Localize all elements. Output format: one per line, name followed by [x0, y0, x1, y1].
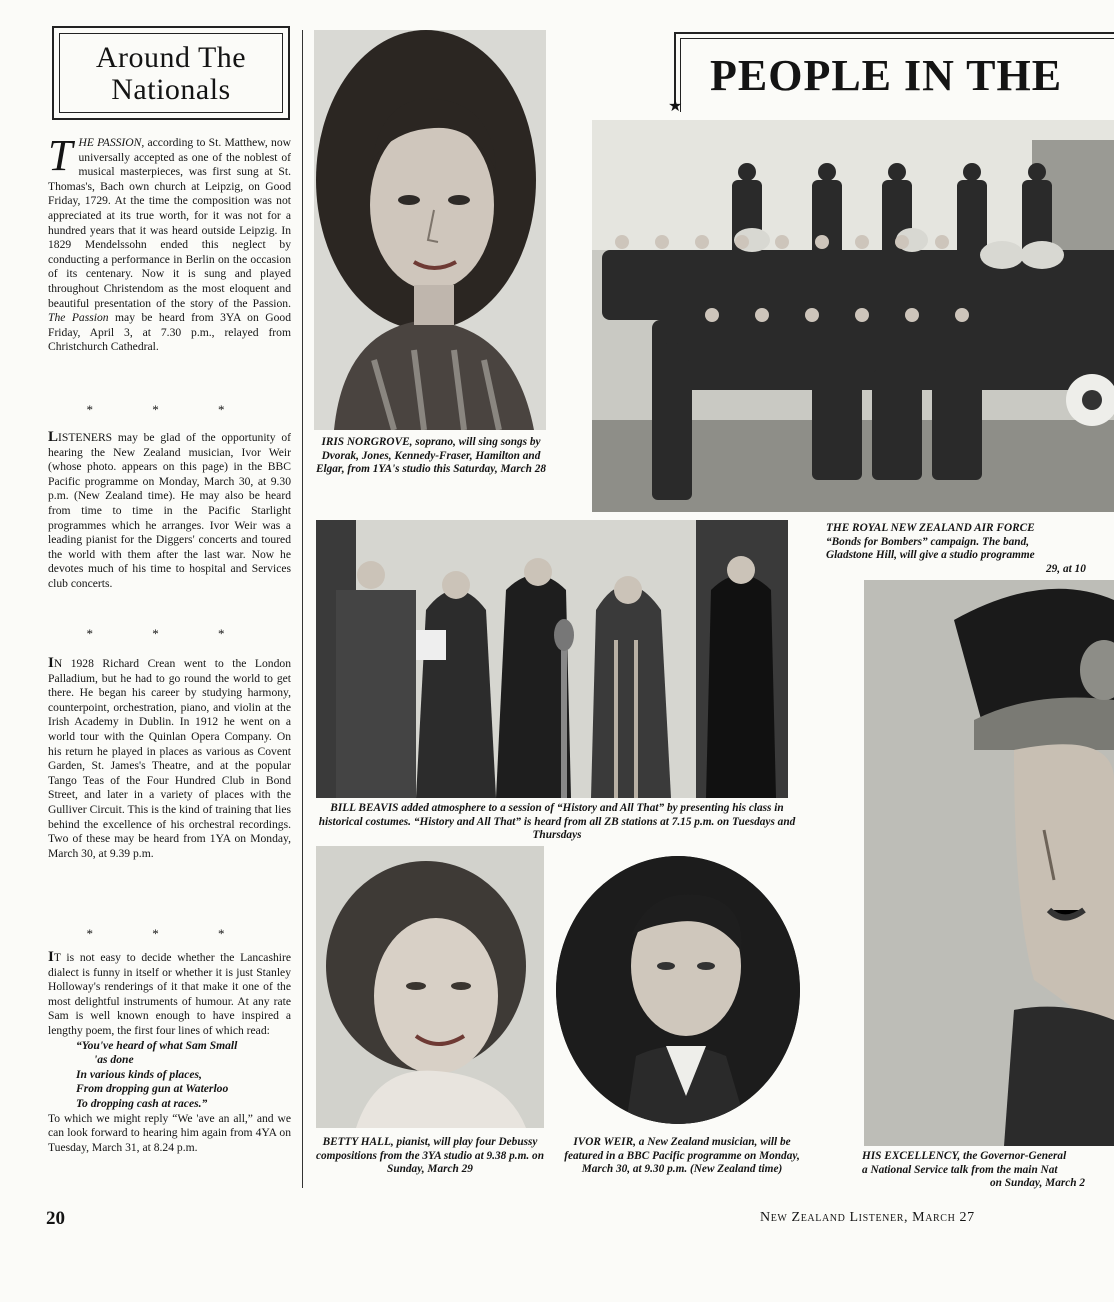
caption-lead: IVOR WEIR, — [573, 1136, 636, 1148]
poem-line: From dropping gun at Waterloo — [76, 1082, 229, 1096]
section-separator: * * * — [86, 626, 253, 641]
photo-governor-general — [864, 580, 1114, 1146]
photo-bill-beavis-class — [316, 520, 788, 798]
caption-line: on Sunday, March 2 — [990, 1177, 1086, 1190]
caption-bill-beavis — [312, 802, 802, 843]
caption-lead: BETTY HALL, — [322, 1136, 394, 1148]
article-italic: The Passion — [48, 311, 109, 325]
column-divider — [302, 30, 303, 1188]
poem-line: “You've heard of what Sam Small — [76, 1038, 238, 1052]
caption-text: soprano, will sing songs by Dvorak, Jones, Kennedy-Fraser, Hamilton and Elgar, from 1YA's studio this Saturday, March 28 — [315, 436, 547, 476]
article-text-tail: may be heard from 3YA on Good Friday, April 3, at 7.30 p.m., relayed from Christchurch Cathedral. — [48, 311, 291, 354]
page-title: PEOPLE IN THE — [710, 51, 1063, 100]
poem-line: To dropping cash at races.” — [76, 1096, 208, 1110]
article-richard-crean — [48, 656, 291, 861]
caption-governor-general — [862, 1150, 1114, 1191]
caption-line: HIS EXCELLENCY, the Governor-General — [862, 1150, 1067, 1162]
column-title-line1: Around The — [95, 41, 247, 74]
dropcap: T — [48, 131, 73, 180]
caption-line: Gladstone Hill, will give a studio programme — [826, 549, 1035, 562]
column-title — [54, 42, 288, 106]
caption-lead: BILL BEAVIS — [330, 802, 399, 814]
photo-iris-norgrove — [314, 30, 546, 430]
column-title-line2: Nationals — [111, 73, 231, 106]
caption-line: 29, at 10 — [1046, 562, 1086, 575]
article-ivor-weir — [48, 430, 291, 592]
photo-betty-hall — [316, 846, 544, 1128]
caption-line: “Bonds for Bombers” campaign. The band, — [826, 535, 1030, 548]
article-text: N 1928 Richard Crean went to the London Palladium, but he had to go round the world to get there. He began his career by studying harmony, counterpoint, orchestration, piano, and violin at the Irish Academy in Dublin. In 1912 he went on a world tour with the Quinlan Opera Company. On his return he played in places as various as Covent Garden, St. James's Theatre, and at the popular Tango Teas of the Four Hundred Club in Bond Street, and later in a variety of places with the Gulliver Circuit. This is the kind of training that lies behind the excellence of his orchestral recordings. Two of these may be heard from 1YA on Monday, March 30, at 9.39 p.m. — [48, 657, 291, 860]
poem — [48, 1039, 291, 1112]
article-text-after: To which we might reply “We 'ave an all,” and we can look forward to hearing him again from 4YA on Tuesday, March 31, at 8.24 p.m. — [48, 1111, 291, 1154]
caption-ivor-weir — [558, 1136, 806, 1177]
article-text: according to St. Matthew, now universally accepted as one of the noblest of musical masterpieces, was first sung at St. Thomas's, Bach own church at Leipzig, on Good Friday, 1729. At the time the composition was not appreciated at its true worth, for it was not for a hundred years that it was heard outside Leipzig. In 1829 Mendelssohn ended this neglect by conducting a performance in Berlin on the occasion of its centenary. Now it is sung and played throughout Christendom as the most eloquent and beautiful presentation of the story of the Passion. — [48, 136, 292, 310]
caption-rnzaf-band — [826, 522, 1114, 576]
caption-line: a National Service talk from the main Nat — [862, 1163, 1058, 1176]
section-separator: * * * — [86, 926, 253, 941]
caption-iris-norgrove — [310, 436, 552, 477]
article-text: ISTENERS may be glad of the opportunity of hearing the New Zealand musician, Ivor Weir (whose photo. appears on this page) in the BBC Pacific programme on Monday, March 30, at 9.30 p.m. (New Zealand time). He may also be heard from time to time in the Pacific Starlight programmes which he arranges. Ivor Weir was a leading pianist for the Diggers' concerts and toured the world with them after the last war. Now he devotes much of his time to hospital and Services club concerts. — [48, 431, 291, 590]
page-number: 20 — [46, 1208, 65, 1229]
publication-footer — [760, 1210, 975, 1226]
article-lead: HE PASSION, — [78, 136, 145, 149]
photo-rnzaf-band — [592, 120, 1114, 512]
caption-lead: IRIS NORGROVE, — [321, 436, 413, 448]
star-icon: ★ — [668, 98, 683, 115]
dropcap: L — [48, 429, 59, 445]
column-masthead — [52, 26, 290, 120]
article-text: T is not easy to decide whether the Lancashire dialect is funny in itself or whether it is just Stanley Holloway's renderings of it that make it one of the most delightful instruments of humour. At any rate Sam is well known enough to have inspired a lengthy poem, the first four lines of which read: — [48, 951, 291, 1037]
section-separator: * * * — [86, 402, 253, 417]
article-sam-small — [48, 950, 291, 1155]
caption-text: added atmosphere to a session of “History and All That” by presenting his class in historical costumes. “History and All That” is heard from all ZB stations at 7.15 p.m. on Tuesdays and Thursdays — [318, 802, 796, 842]
article-passion — [48, 131, 292, 355]
photo-ivor-weir — [556, 856, 800, 1124]
caption-text: pianist, will play four Debussy compositions from the 3YA studio at 9.38 p.m. on Sunday, March 29 — [316, 1136, 544, 1176]
caption-line: THE ROYAL NEW ZEALAND AIR FORCE — [826, 522, 1035, 534]
publication-name: New Zealand Listener, March 27 — [760, 1210, 975, 1225]
dropcap: I — [48, 655, 54, 671]
caption-betty-hall — [310, 1136, 550, 1177]
poem-line: 'as done — [94, 1053, 134, 1067]
dropcap: I — [48, 949, 54, 965]
caption-text: a New Zealand musician, will be featured in a BBC Pacific programme on Monday, March 30, at 9.30 p.m. (New Zealand time) — [564, 1136, 800, 1176]
poem-line: In various kinds of places, — [76, 1067, 202, 1081]
